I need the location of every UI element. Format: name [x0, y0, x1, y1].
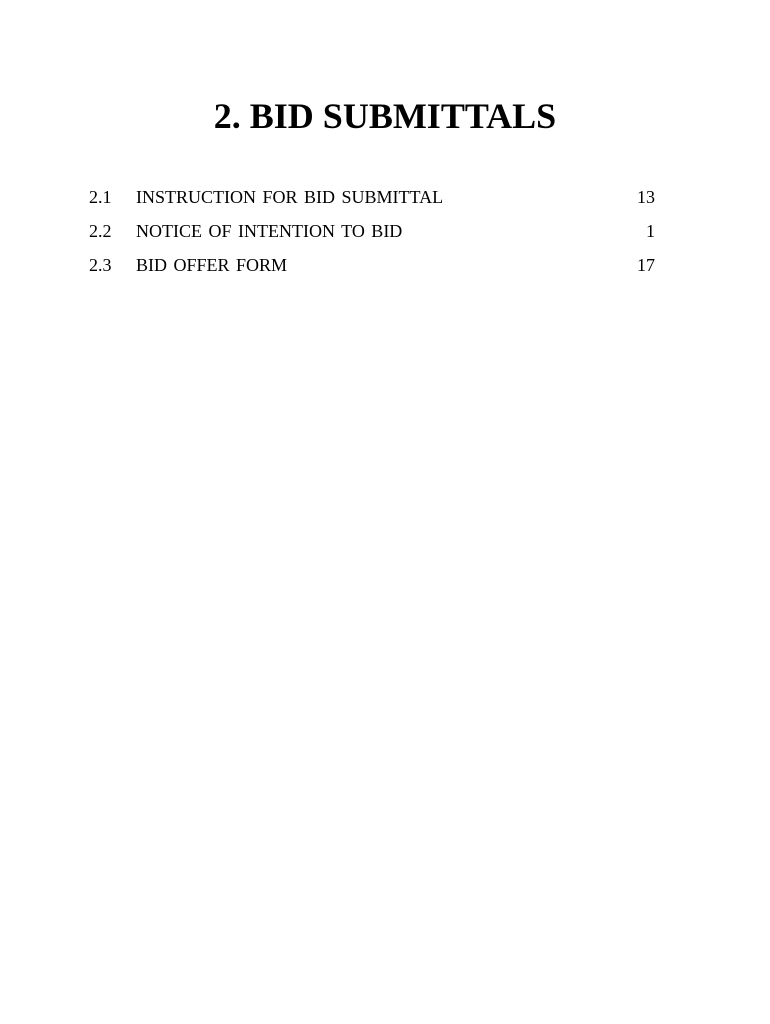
toc-entry-number: 2.1	[89, 187, 112, 207]
toc-entry-number: 2.2	[89, 221, 112, 241]
toc-entry-number: 2.3	[89, 255, 112, 275]
toc-entry-page-count: 17	[637, 255, 655, 275]
toc-entry	[89, 180, 655, 214]
toc-entry	[89, 214, 655, 248]
table-of-contents	[89, 180, 655, 282]
toc-entry-page-count: 1	[646, 221, 655, 241]
section-title: 2. BID SUBMITTALS	[213, 96, 557, 136]
toc-entry-page-count: 13	[637, 187, 655, 207]
toc-entry-label: INSTRUCTION FOR BID SUBMITTAL	[136, 187, 444, 207]
toc-entry-label: BID OFFER FORM	[136, 255, 288, 275]
toc-entry	[89, 248, 655, 282]
toc-entry-label: NOTICE OF INTENTION TO BID	[136, 221, 403, 241]
